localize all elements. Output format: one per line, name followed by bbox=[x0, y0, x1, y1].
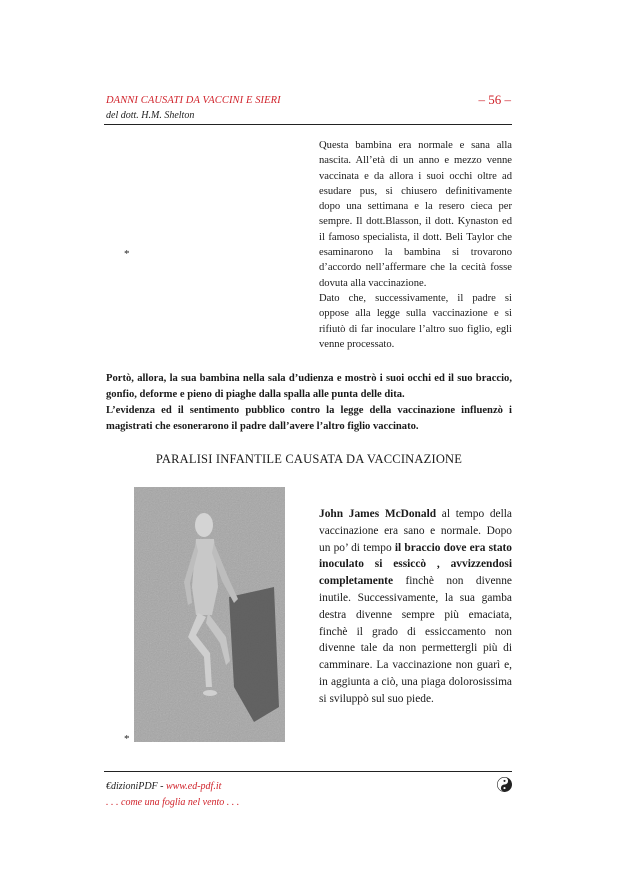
upper-paragraph-1: Questa bambina era normale e sana alla nascita. All’età di un anno e mezzo venne vaccinata e da allora i suoi occhi oltre ad esudare pus, si chiusero definitivamente dopo una settimana e la resero cieca per sempre. Il dott.Blasson, il dott. Kynaston ed il famoso specialista, il dott. Beli Taylor che esaminarono la bambina si trovarono d’accordo nell’affermare che la cecità fosse dovuta alla vaccinazione. bbox=[319, 140, 512, 289]
subject-name: John James McDonald bbox=[319, 508, 437, 520]
bold-paragraph bbox=[106, 371, 512, 435]
figure-marker-2: * bbox=[124, 733, 130, 745]
header-divider bbox=[104, 124, 512, 125]
section-title: PARALISI INFANTILE CAUSATA DA VACCINAZIONE bbox=[155, 452, 463, 466]
lower-bold-2: si essiccò , avvizzendosi completamente bbox=[319, 558, 512, 588]
lower-text-3: finchè non divenne inutile. Successivamente, la sua gamba destra divenne sempre più emaciata, finchè il grado di essiccamento non divenne tale da non permettergli più di camminare. La vaccinazione non guarì e, in aggiunta a ciò, una piaga dolorosissima si sviluppò sul suo piede. bbox=[319, 575, 512, 705]
page-number: – 56 – bbox=[478, 92, 511, 107]
figure-marker: * bbox=[124, 248, 130, 260]
upper-paragraph-2: Dato che, successivamente, il padre si oppose alla legge sulla vaccinazione e si rifiutò di far inoculare l’altro suo figlio, egli venne processato. bbox=[319, 292, 512, 350]
footer-brand bbox=[106, 781, 221, 792]
lower-text-column bbox=[319, 506, 512, 708]
upper-text-column bbox=[319, 138, 512, 352]
photo-figure bbox=[134, 487, 285, 742]
footer-url-link[interactable]: www.ed-pdf.it bbox=[166, 781, 222, 792]
lower-text-2 bbox=[364, 558, 375, 570]
lower-text-1: al tempo della vaccinazione era sano e normale. Dopo un po’ di tempo bbox=[319, 508, 512, 554]
bold-paragraph-2: L’evidenza ed il sentimento pubblico contro la legge della vaccinazione influenzò i magistrati che esonerarono il padre dall’avere l’altro figlio vaccinato. bbox=[106, 405, 512, 432]
lower-bold-1: il braccio dove era stato inoculato bbox=[319, 541, 513, 571]
footer-divider bbox=[104, 771, 512, 772]
footer-motto: . . . come una foglia nel vento . . . bbox=[106, 797, 240, 808]
bold-paragraph-1: Portò, allora, la sua bambina nella sala d’udienza e mostrò i suoi occhi ed il suo braccio, gonfio, deforme e pieno di piaghe dalla spalla alle punta delle dita. bbox=[106, 373, 512, 400]
header-title: DANNI CAUSATI DA VACCINI E SIERI bbox=[106, 95, 281, 106]
header-author: del dott. H.M. Shelton bbox=[106, 110, 195, 121]
footer-brand-name: €dizioniPDF - bbox=[106, 781, 166, 792]
yin-yang-icon bbox=[497, 777, 512, 792]
